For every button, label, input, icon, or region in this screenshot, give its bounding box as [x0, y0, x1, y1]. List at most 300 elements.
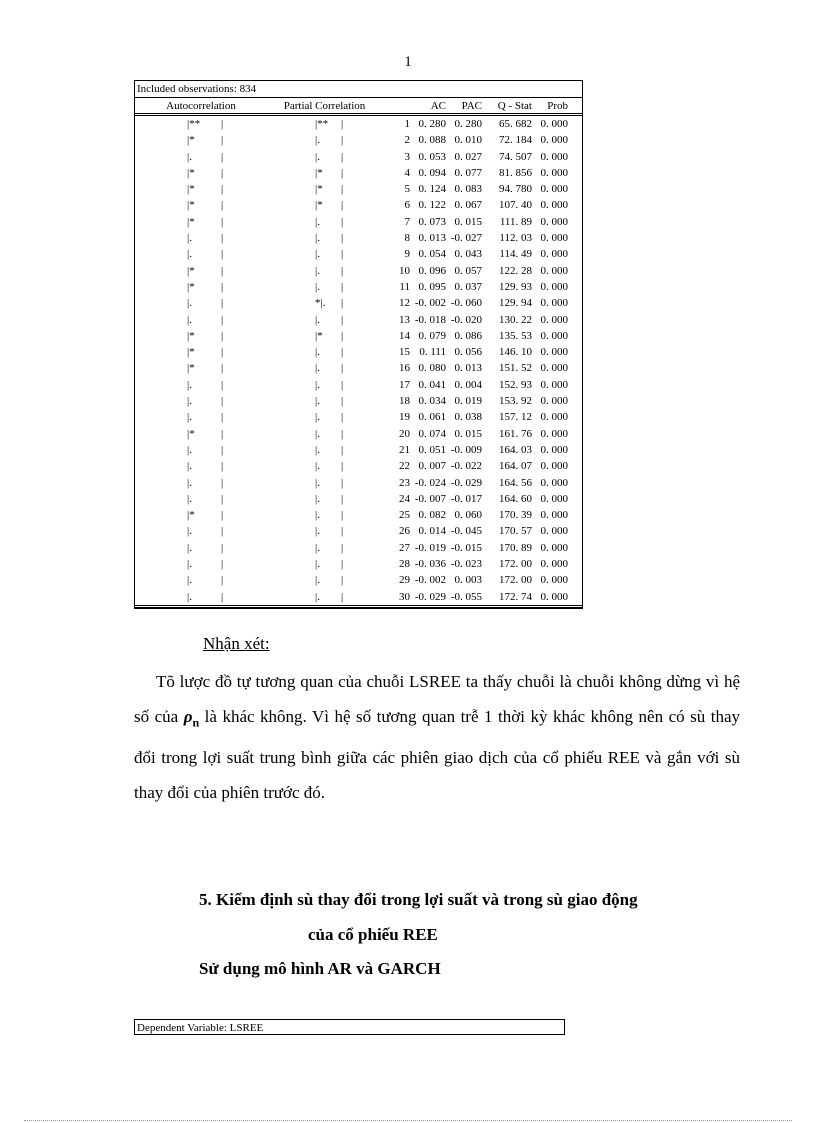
autocorrelation-graph-bar: |. [187, 248, 192, 261]
pac-cell: -0. 027 [450, 232, 482, 245]
ac-cell: 0. 013 [418, 232, 446, 245]
autocorrelation-graph-bar: |. [187, 378, 192, 391]
pac-cell: -0. 022 [450, 460, 482, 473]
table-row [135, 279, 582, 295]
autocorrelation-graph-bar: |. [187, 476, 192, 489]
ac-cell: 0. 041 [418, 378, 446, 391]
autocorrelation-graph-cell [135, 230, 267, 246]
lag-cell: 15 [399, 346, 410, 359]
remark-heading: Nhận xét: [203, 634, 270, 653]
autocorrelation-graph-cell [135, 377, 267, 393]
partial-correlation-graph-cell [267, 507, 382, 523]
model-heading: Sử dụng mô hình AR và GARCH [199, 959, 441, 978]
ac-cell: 0. 124 [418, 183, 446, 196]
partial-correlation-graph-cell [267, 246, 382, 262]
table-row [135, 132, 582, 148]
ac-cell: 0. 014 [418, 525, 446, 538]
autocorrelation-graph-bar: |. [187, 150, 192, 163]
q-stat-cell: 135. 53 [499, 329, 532, 342]
lag-cell: 22 [399, 460, 410, 473]
autocorrelation-graph-bar: |. [187, 558, 192, 571]
ac-cell: 0. 094 [418, 166, 446, 179]
partial-correlation-graph-bar: |* [315, 329, 323, 342]
lag-cell: 24 [399, 492, 410, 505]
lag-cell: 1 [404, 118, 410, 130]
ac-cell: 0. 074 [418, 427, 446, 440]
table-row [135, 360, 582, 376]
autocorrelation-graph-cell [135, 393, 267, 409]
autocorrelation-graph-bar: |. [187, 411, 192, 424]
pac-cell: 0. 015 [454, 215, 482, 228]
lag-cell: 17 [399, 378, 410, 391]
partial-correlation-graph-cell [267, 263, 382, 279]
prob-cell: 0. 000 [540, 378, 568, 391]
partial-correlation-graph-cell [267, 197, 382, 213]
header-autocorrelation: Autocorrelation [166, 100, 236, 112]
partial-correlation-graph-cell [267, 572, 382, 588]
partial-correlation-graph-cell [267, 523, 382, 539]
pac-cell: -0. 055 [450, 590, 482, 603]
partial-correlation-graph-bar: |. [315, 509, 320, 522]
partial-correlation-graph-cell [267, 344, 382, 360]
lag-cell: 23 [399, 476, 410, 489]
table-row [135, 393, 582, 409]
partial-correlation-graph-bar: *|. [315, 297, 326, 310]
q-stat-cell: 153. 92 [499, 395, 532, 408]
partial-correlation-graph-bar: |. [315, 362, 320, 375]
prob-cell: 0. 000 [540, 411, 568, 424]
lag-cell: 7 [404, 215, 410, 228]
pac-cell: 0. 086 [454, 329, 482, 342]
partial-correlation-graph-bar: |. [315, 541, 320, 554]
ac-cell: 0. 088 [418, 134, 446, 147]
ac-cell: 0. 061 [418, 411, 446, 424]
partial-correlation-graph-bar: |. [315, 150, 320, 163]
autocorrelation-graph-cell [135, 572, 267, 588]
pac-cell: -0. 020 [450, 313, 482, 326]
table-row [135, 426, 582, 442]
table-row [135, 572, 582, 588]
q-stat-cell: 157. 12 [499, 411, 532, 424]
section-title: 5. Kiểm định sù thay đổi trong lợi suất và trong sù giao động [199, 890, 638, 909]
table-row [135, 491, 582, 507]
header-prob: Prob [547, 100, 568, 112]
partial-correlation-graph-bar: |. [315, 460, 320, 473]
partial-correlation-graph-bar: |. [315, 134, 320, 147]
autocorrelation-graph-bar: |. [187, 492, 192, 505]
lag-cell: 13 [399, 313, 410, 326]
correlogram-table [134, 80, 583, 609]
table-row [135, 507, 582, 523]
prob-cell: 0. 000 [540, 118, 568, 130]
pac-cell: 0. 056 [454, 346, 482, 359]
prob-cell: 0. 000 [540, 329, 568, 342]
partial-correlation-graph-cell [267, 589, 382, 605]
header-ac: AC [430, 100, 446, 112]
partial-correlation-graph-bar: |. [315, 525, 320, 538]
autocorrelation-graph-cell [135, 491, 267, 507]
q-stat-cell: 81. 856 [499, 166, 532, 179]
partial-correlation-graph-cell [267, 328, 382, 344]
ac-cell: -0. 018 [414, 313, 446, 326]
autocorrelation-graph-cell [135, 523, 267, 539]
table-row [135, 165, 582, 181]
autocorrelation-graph-cell [135, 556, 267, 572]
autocorrelation-graph-bar: |* [187, 183, 195, 196]
autocorrelation-graph-bar: |. [187, 525, 192, 538]
header-partial-correlation: Partial Correlation [283, 100, 366, 112]
pac-cell: 0. 010 [454, 134, 482, 147]
partial-correlation-graph-bar: |. [315, 248, 320, 261]
autocorrelation-graph-bar: |. [187, 460, 192, 473]
lag-cell: 29 [399, 574, 410, 587]
prob-cell: 0. 000 [540, 427, 568, 440]
prob-cell: 0. 000 [540, 346, 568, 359]
partial-correlation-graph-cell [267, 295, 382, 311]
partial-correlation-graph-cell [267, 556, 382, 572]
q-stat-cell: 164. 03 [499, 443, 532, 456]
autocorrelation-graph-bar: |. [187, 574, 192, 587]
pac-cell: -0. 015 [450, 541, 482, 554]
rho-letter: ρ [183, 707, 193, 726]
dependent-variable-box: Dependent Variable: LSREE [134, 1019, 565, 1035]
autocorrelation-graph-cell [135, 312, 267, 328]
autocorrelation-graph-cell [135, 279, 267, 295]
lag-cell: 28 [399, 558, 410, 571]
partial-correlation-graph-bar: |. [315, 346, 320, 359]
prob-cell: 0. 000 [540, 574, 568, 587]
table-row [135, 230, 582, 246]
ac-cell: 0. 051 [418, 443, 446, 456]
lag-cell: 16 [399, 362, 410, 375]
autocorrelation-graph-cell [135, 263, 267, 279]
partial-correlation-graph-cell [267, 426, 382, 442]
autocorrelation-graph-cell [135, 149, 267, 165]
q-stat-cell: 72. 184 [499, 134, 532, 147]
partial-correlation-graph-bar: |. [315, 558, 320, 571]
partial-correlation-graph-cell [267, 165, 382, 181]
pac-cell: -0. 017 [450, 492, 482, 505]
partial-correlation-graph-bar: |. [315, 411, 320, 424]
table-row [135, 458, 582, 474]
pac-cell: 0. 057 [454, 264, 482, 277]
autocorrelation-graph-bar: |* [187, 509, 195, 522]
page-bottom-rule [24, 1120, 792, 1121]
autocorrelation-graph-bar: |* [187, 346, 195, 359]
partial-correlation-graph-bar: |. [315, 378, 320, 391]
q-stat-cell: 65. 682 [499, 118, 532, 130]
ac-cell: -0. 002 [414, 574, 446, 587]
table-row [135, 214, 582, 230]
partial-correlation-graph-bar: |** [315, 118, 329, 130]
ac-cell: -0. 024 [414, 476, 446, 489]
remark-text-1: Tõ lược đồ tự tương quan của chuỗi LSREE ta thấy chuỗi là chuỗi không dừng vì hệ số của [134, 672, 740, 726]
prob-cell: 0. 000 [540, 183, 568, 196]
ac-cell: 0. 280 [418, 118, 446, 130]
autocorrelation-graph-cell [135, 197, 267, 213]
table-row [135, 377, 582, 393]
autocorrelation-graph-cell [135, 426, 267, 442]
prob-cell: 0. 000 [540, 199, 568, 212]
autocorrelation-graph-bar: |. [187, 590, 192, 603]
ac-cell: 0. 073 [418, 215, 446, 228]
prob-cell: 0. 000 [540, 215, 568, 228]
prob-cell: 0. 000 [540, 443, 568, 456]
pac-cell: 0. 038 [454, 411, 482, 424]
prob-cell: 0. 000 [540, 525, 568, 538]
q-stat-cell: 172. 00 [499, 574, 532, 587]
prob-cell: 0. 000 [540, 232, 568, 245]
partial-correlation-graph-bar: |* [315, 199, 323, 212]
prob-cell: 0. 000 [540, 297, 568, 310]
table-row [135, 116, 582, 132]
partial-correlation-graph-cell [267, 312, 382, 328]
lag-cell: 18 [399, 395, 410, 408]
lag-cell: 14 [399, 329, 410, 342]
autocorrelation-graph-cell [135, 458, 267, 474]
ac-cell: 0. 034 [418, 395, 446, 408]
prob-cell: 0. 000 [540, 264, 568, 277]
partial-correlation-graph-bar: |. [315, 395, 320, 408]
prob-cell: 0. 000 [540, 362, 568, 375]
autocorrelation-graph-bar: |* [187, 427, 195, 440]
q-stat-cell: 129. 94 [499, 297, 532, 310]
ac-cell: 0. 007 [418, 460, 446, 473]
partial-correlation-graph-bar: |. [315, 574, 320, 587]
table-row [135, 181, 582, 197]
autocorrelation-graph-cell [135, 295, 267, 311]
partial-correlation-graph-cell [267, 279, 382, 295]
autocorrelation-graph-cell [135, 589, 267, 605]
table-row [135, 540, 582, 556]
partial-correlation-graph-cell [267, 540, 382, 556]
q-stat-cell: 152. 93 [499, 378, 532, 391]
pac-cell: 0. 003 [454, 574, 482, 587]
autocorrelation-graph-cell [135, 344, 267, 360]
lag-cell: 9 [404, 248, 410, 261]
autocorrelation-graph-cell [135, 132, 267, 148]
q-stat-cell: 164. 07 [499, 460, 532, 473]
header-lag [382, 98, 410, 113]
pac-cell: 0. 077 [454, 166, 482, 179]
partial-correlation-graph-cell [267, 475, 382, 491]
q-stat-cell: 107. 40 [499, 199, 532, 212]
partial-correlation-graph-bar: |. [315, 443, 320, 456]
remark-paragraph [134, 664, 740, 810]
partial-correlation-graph-cell [267, 409, 382, 425]
prob-cell: 0. 000 [540, 590, 568, 603]
pac-cell: 0. 013 [454, 362, 482, 375]
table-row [135, 312, 582, 328]
lag-cell: 27 [399, 541, 410, 554]
table-row [135, 556, 582, 572]
autocorrelation-graph-bar: |. [187, 541, 192, 554]
autocorrelation-graph-cell [135, 442, 267, 458]
q-stat-cell: 112. 03 [499, 232, 532, 245]
partial-correlation-graph-bar: |. [315, 476, 320, 489]
ac-cell: 0. 054 [418, 248, 446, 261]
q-stat-cell: 172. 74 [499, 590, 532, 603]
pac-cell: 0. 027 [454, 150, 482, 163]
q-stat-cell: 170. 39 [499, 509, 532, 522]
lag-cell: 5 [404, 183, 410, 196]
ac-cell: 0. 095 [418, 280, 446, 293]
autocorrelation-graph-cell [135, 507, 267, 523]
pac-cell: -0. 045 [450, 525, 482, 538]
autocorrelation-graph-bar: |* [187, 215, 195, 228]
partial-correlation-graph-cell [267, 214, 382, 230]
partial-correlation-graph-cell [267, 393, 382, 409]
ac-cell: 0. 053 [418, 150, 446, 163]
table-row [135, 263, 582, 279]
q-stat-cell: 74. 507 [499, 150, 532, 163]
table-row [135, 246, 582, 262]
pac-cell: 0. 004 [454, 378, 482, 391]
partial-correlation-graph-cell [267, 181, 382, 197]
rho-subscript: n [192, 715, 200, 730]
prob-cell: 0. 000 [540, 313, 568, 326]
table-row [135, 409, 582, 425]
header-q-stat: Q - Stat [497, 100, 532, 112]
partial-correlation-graph-bar: |* [315, 166, 323, 179]
ac-cell: -0. 029 [414, 590, 446, 603]
autocorrelation-graph-cell [135, 360, 267, 376]
q-stat-cell: 164. 56 [499, 476, 532, 489]
q-stat-cell: 164. 60 [499, 492, 532, 505]
lag-cell: 19 [399, 411, 410, 424]
partial-correlation-graph-cell [267, 230, 382, 246]
ac-cell: -0. 036 [414, 558, 446, 571]
table-row [135, 197, 582, 213]
q-stat-cell: 114. 49 [499, 248, 532, 261]
pac-cell: 0. 015 [454, 427, 482, 440]
table-row [135, 589, 582, 605]
table-row [135, 523, 582, 539]
partial-correlation-graph-bar: |. [315, 280, 320, 293]
lag-cell: 26 [399, 525, 410, 538]
pac-cell: -0. 023 [450, 558, 482, 571]
page-number: 1 [404, 54, 412, 70]
autocorrelation-graph-bar: |. [187, 443, 192, 456]
autocorrelation-graph-bar: |* [187, 134, 195, 147]
partial-correlation-graph-cell [267, 491, 382, 507]
partial-correlation-graph-cell [267, 442, 382, 458]
pac-cell: -0. 060 [450, 297, 482, 310]
lag-cell: 25 [399, 509, 410, 522]
prob-cell: 0. 000 [540, 541, 568, 554]
ac-cell: 0. 082 [418, 509, 446, 522]
ac-cell: 0. 079 [418, 329, 446, 342]
q-stat-cell: 129. 93 [499, 280, 532, 293]
partial-correlation-graph-cell [267, 116, 382, 132]
autocorrelation-graph-bar: |. [187, 232, 192, 245]
autocorrelation-graph-cell [135, 181, 267, 197]
partial-correlation-graph-bar: |. [315, 313, 320, 326]
prob-cell: 0. 000 [540, 476, 568, 489]
lag-cell: 6 [404, 199, 410, 212]
ac-cell: -0. 007 [414, 492, 446, 505]
prob-cell: 0. 000 [540, 492, 568, 505]
prob-cell: 0. 000 [540, 558, 568, 571]
autocorrelation-graph-cell [135, 540, 267, 556]
pac-cell: 0. 060 [454, 509, 482, 522]
autocorrelation-graph-bar: |* [187, 166, 195, 179]
remark-text-2: là khác không. Vì hệ số tương quan trễ 1 thời kỳ khác không nên có sù thay đổi trong lợi suất trung bình giữa các phiên giao dịch của cổ phiếu REE và gắn với sù thay đổi của phiên trước đó. [134, 707, 740, 803]
ac-cell: 0. 111 [419, 346, 446, 359]
lag-cell: 30 [399, 590, 410, 603]
partial-correlation-graph-cell [267, 149, 382, 165]
q-stat-cell: 94. 780 [499, 183, 532, 196]
table-row [135, 295, 582, 311]
prob-cell: 0. 000 [540, 509, 568, 522]
pac-cell: 0. 043 [454, 248, 482, 261]
lag-cell: 4 [404, 166, 410, 179]
table-row [135, 475, 582, 491]
pac-cell: 0. 037 [454, 280, 482, 293]
partial-correlation-graph-cell [267, 377, 382, 393]
autocorrelation-graph-bar: |. [187, 395, 192, 408]
rho-symbol [183, 707, 200, 730]
partial-correlation-graph-cell [267, 132, 382, 148]
autocorrelation-graph-cell [135, 165, 267, 181]
pac-cell: -0. 029 [450, 476, 482, 489]
prob-cell: 0. 000 [540, 280, 568, 293]
autocorrelation-graph-cell [135, 246, 267, 262]
lag-cell: 12 [399, 297, 410, 310]
partial-correlation-graph-bar: |. [315, 427, 320, 440]
autocorrelation-graph-bar: |* [187, 362, 195, 375]
prob-cell: 0. 000 [540, 150, 568, 163]
ac-cell: 0. 080 [418, 362, 446, 375]
lag-cell: 21 [399, 443, 410, 456]
pac-cell: 0. 019 [454, 395, 482, 408]
prob-cell: 0. 000 [540, 134, 568, 147]
prob-cell: 0. 000 [540, 166, 568, 179]
prob-cell: 0. 000 [540, 248, 568, 261]
partial-correlation-graph-bar: |. [315, 492, 320, 505]
q-stat-cell: 111. 89 [499, 215, 532, 228]
lag-cell: 2 [404, 134, 410, 147]
partial-correlation-graph-cell [267, 360, 382, 376]
autocorrelation-graph-cell [135, 328, 267, 344]
lag-cell: 11 [399, 280, 410, 293]
table-row [135, 344, 582, 360]
lag-cell: 10 [399, 264, 410, 277]
pac-cell: 0. 083 [454, 183, 482, 196]
table-row [135, 442, 582, 458]
autocorrelation-graph-cell [135, 116, 267, 132]
autocorrelation-graph-bar: |** [187, 118, 201, 130]
table-body [135, 116, 582, 608]
q-stat-cell: 151. 52 [499, 362, 532, 375]
q-stat-cell: 161. 76 [499, 427, 532, 440]
ac-cell: -0. 019 [414, 541, 446, 554]
q-stat-cell: 170. 89 [499, 541, 532, 554]
header-pac: PAC [461, 100, 482, 112]
q-stat-cell: 146. 10 [499, 346, 532, 359]
lag-cell: 20 [399, 427, 410, 440]
section-title-continued: của cổ phiếu REE [308, 925, 438, 944]
q-stat-cell: 170. 57 [499, 525, 532, 538]
pac-cell: 0. 067 [454, 199, 482, 212]
autocorrelation-graph-cell [135, 214, 267, 230]
pac-cell: -0. 009 [450, 443, 482, 456]
q-stat-cell: 172. 00 [499, 558, 532, 571]
autocorrelation-graph-bar: |* [187, 329, 195, 342]
partial-correlation-graph-cell [267, 458, 382, 474]
included-observations: Included observations: 834 [135, 81, 582, 98]
autocorrelation-graph-bar: |. [187, 297, 192, 310]
